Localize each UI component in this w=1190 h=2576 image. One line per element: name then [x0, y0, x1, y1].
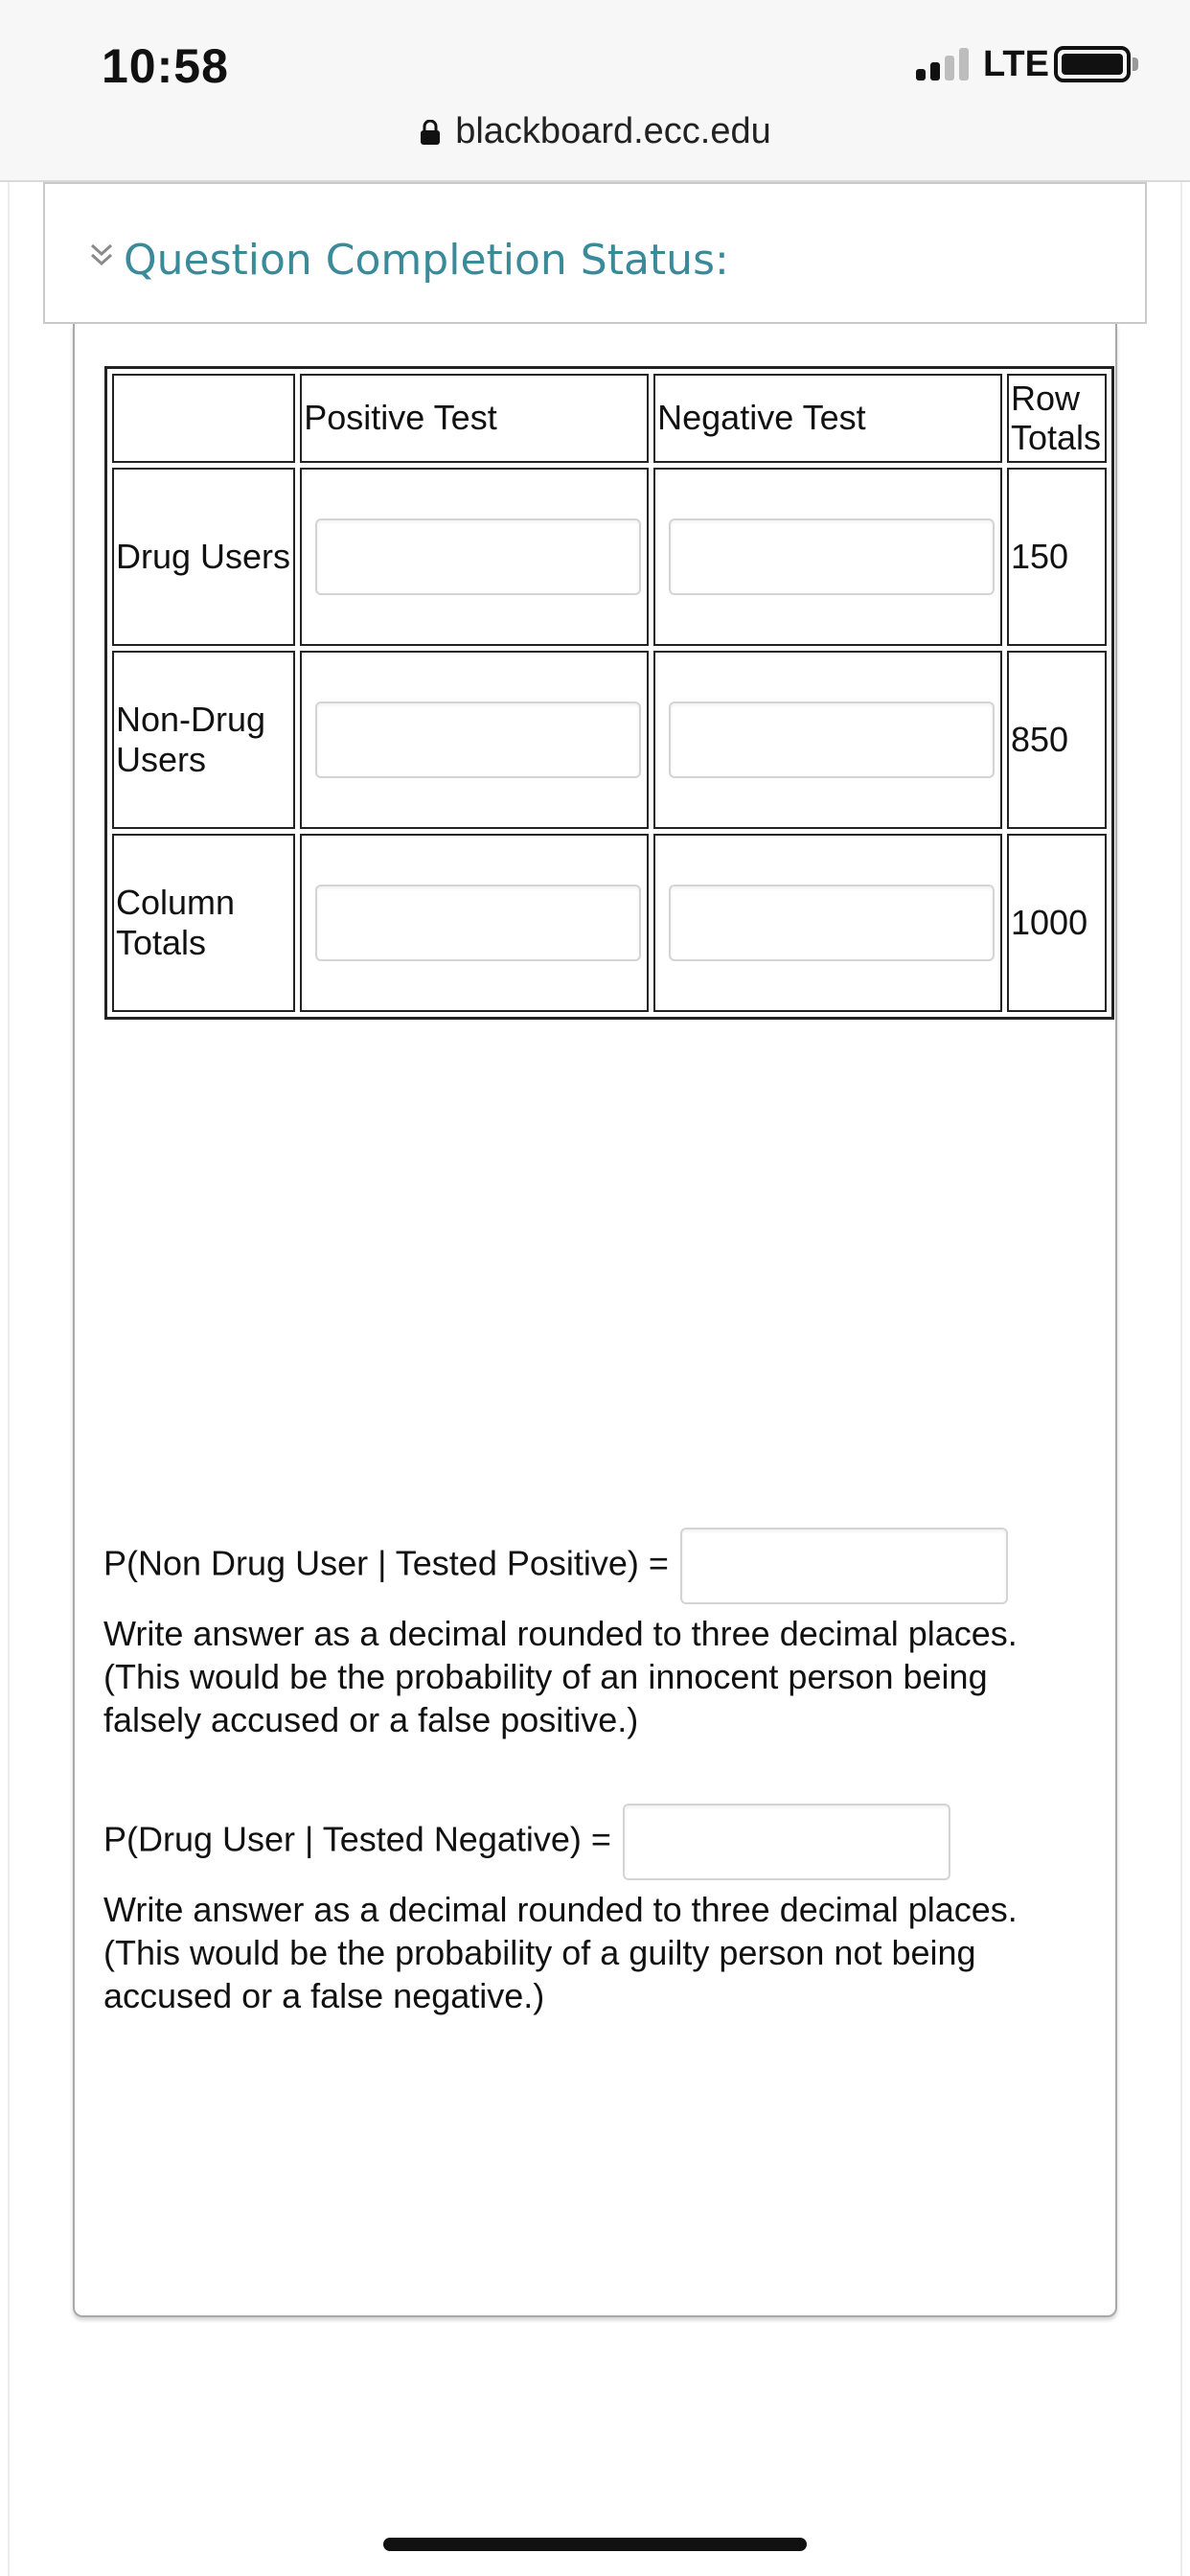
question-1: [103, 1528, 1008, 1604]
table-header-empty: [112, 374, 295, 463]
cell-nondrug-positive: [300, 651, 649, 829]
cell-drug-positive: [300, 468, 649, 646]
address-bar[interactable]: [0, 111, 1190, 152]
battery-tip: [1133, 58, 1138, 71]
column-total-positive-input[interactable]: [315, 885, 641, 961]
contingency-table: [104, 366, 1114, 1020]
completion-status-label: Question Completion Status:: [124, 236, 729, 285]
row-label-non-drug-users: Non-Drug Users: [112, 651, 295, 829]
page-edge-right: [1180, 182, 1182, 2576]
non-drug-users-positive-input[interactable]: [315, 702, 641, 778]
table-row: [112, 651, 1107, 829]
page-edge-left: [8, 182, 10, 2576]
home-indicator[interactable]: [383, 2538, 807, 2551]
row-label-column-totals: Column Totals: [112, 834, 295, 1012]
false-negative-input[interactable]: [623, 1804, 950, 1880]
clock-time: 10:58: [102, 39, 229, 93]
header-negative-test: Negative Test: [653, 374, 1002, 463]
table-header-row: [112, 374, 1107, 463]
header-row-totals: Row Totals: [1007, 374, 1107, 463]
table-row: [112, 834, 1107, 1012]
drug-users-positive-input[interactable]: [315, 518, 641, 595]
cell-drug-negative: [653, 468, 1002, 646]
question-2: [103, 1804, 950, 1880]
cell-total-positive: [300, 834, 649, 1012]
grand-total: 1000: [1007, 834, 1107, 1012]
lock-icon: [419, 120, 442, 145]
row-total-non-drug-users: 850: [1007, 651, 1107, 829]
cell-nondrug-negative: [653, 651, 1002, 829]
url-text: blackboard.ecc.edu: [455, 111, 771, 151]
question-1-prompt: P(Non Drug User | Tested Positive) =: [103, 1543, 669, 1583]
column-total-negative-input[interactable]: [669, 885, 995, 961]
question-2-prompt: P(Drug User | Tested Negative) =: [103, 1819, 611, 1859]
question-1-instructions: Write answer as a decimal rounded to three decimal places. (This would be the probability of an innocent person being falsely accused or a false positive.): [103, 1614, 1018, 1739]
signal-icon: [916, 48, 970, 80]
row-label-drug-users: Drug Users: [112, 468, 295, 646]
table-row: [112, 468, 1107, 646]
false-positive-input[interactable]: [680, 1528, 1008, 1604]
question-completion-status[interactable]: [43, 182, 1147, 324]
row-total-drug-users: 150: [1007, 468, 1107, 646]
browser-status-bar: [0, 0, 1190, 182]
non-drug-users-negative-input[interactable]: [669, 702, 995, 778]
battery-icon: [1054, 46, 1131, 82]
header-positive-test: Positive Test: [300, 374, 649, 463]
question-2-instructions: Write answer as a decimal rounded to three decimal places. (This would be the probability of a guilty person not being accused or a false negative.): [103, 1890, 1018, 2015]
network-type: LTE: [983, 44, 1049, 84]
chevron-double-down-icon: [89, 242, 114, 268]
drug-users-negative-input[interactable]: [669, 518, 995, 595]
cell-total-negative: [653, 834, 1002, 1012]
